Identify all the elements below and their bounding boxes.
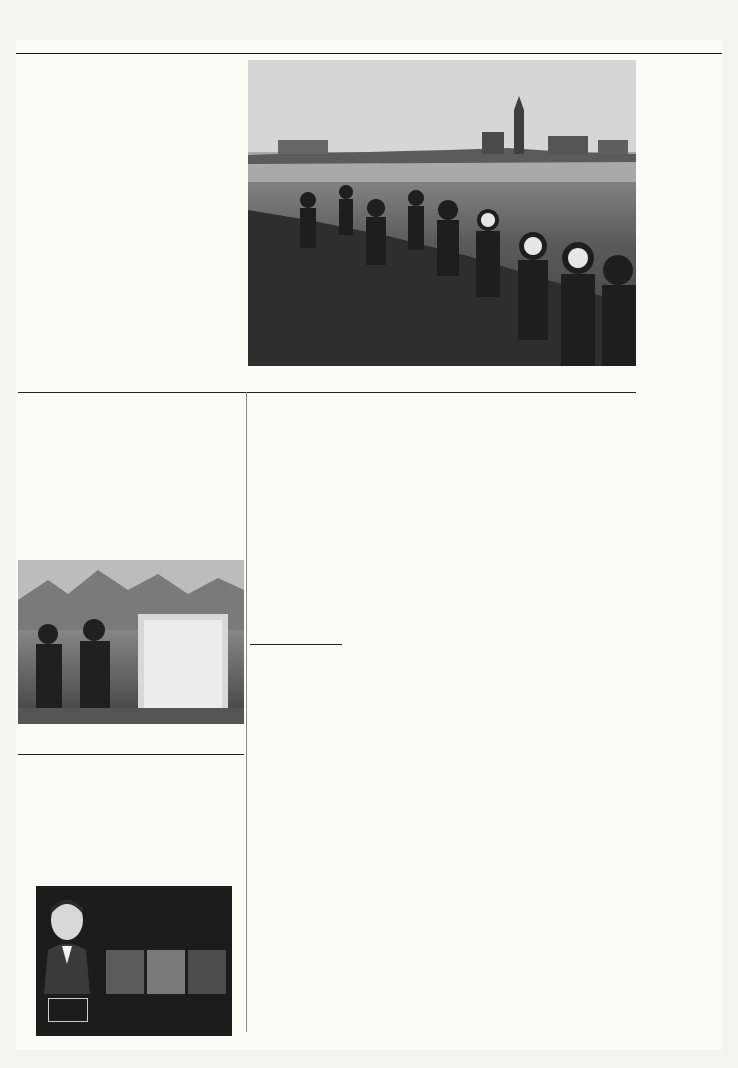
suit-photo: [147, 950, 185, 994]
photo-walkers-caption: [248, 368, 636, 390]
article-body: [134, 290, 242, 385]
groom-photo: [40, 894, 94, 994]
suit-photo: [188, 950, 226, 994]
article-eis: [18, 758, 244, 876]
photo-monument-image: [18, 560, 244, 724]
photo-monument: [18, 560, 244, 724]
photo-walkers-image: [248, 60, 636, 366]
column-divider: [246, 392, 247, 1032]
photo-monument-caption: [18, 726, 244, 752]
ad-bruidegom-photos: [106, 950, 226, 994]
article-body: [250, 651, 342, 769]
photo-walkers: [248, 60, 636, 366]
newspaper-page: [16, 40, 722, 1050]
article-body: [250, 401, 342, 551]
ad-bruidegom[interactable]: [36, 886, 232, 1036]
article-groninger: [18, 398, 244, 566]
suit-photo: [106, 950, 144, 994]
article-body: [18, 194, 126, 314]
article-body: [18, 776, 126, 846]
divider: [18, 754, 244, 755]
article-body: [18, 444, 126, 528]
article-body: [134, 192, 242, 288]
article-friesland: [18, 60, 244, 396]
article-body: [134, 774, 242, 870]
page-header: [16, 40, 722, 54]
article-body: [134, 442, 242, 562]
article-granaat: [250, 648, 342, 866]
divider: [250, 644, 342, 645]
hkc-logo: [48, 998, 88, 1022]
divider: [18, 392, 636, 393]
article-politie: [250, 398, 342, 648]
